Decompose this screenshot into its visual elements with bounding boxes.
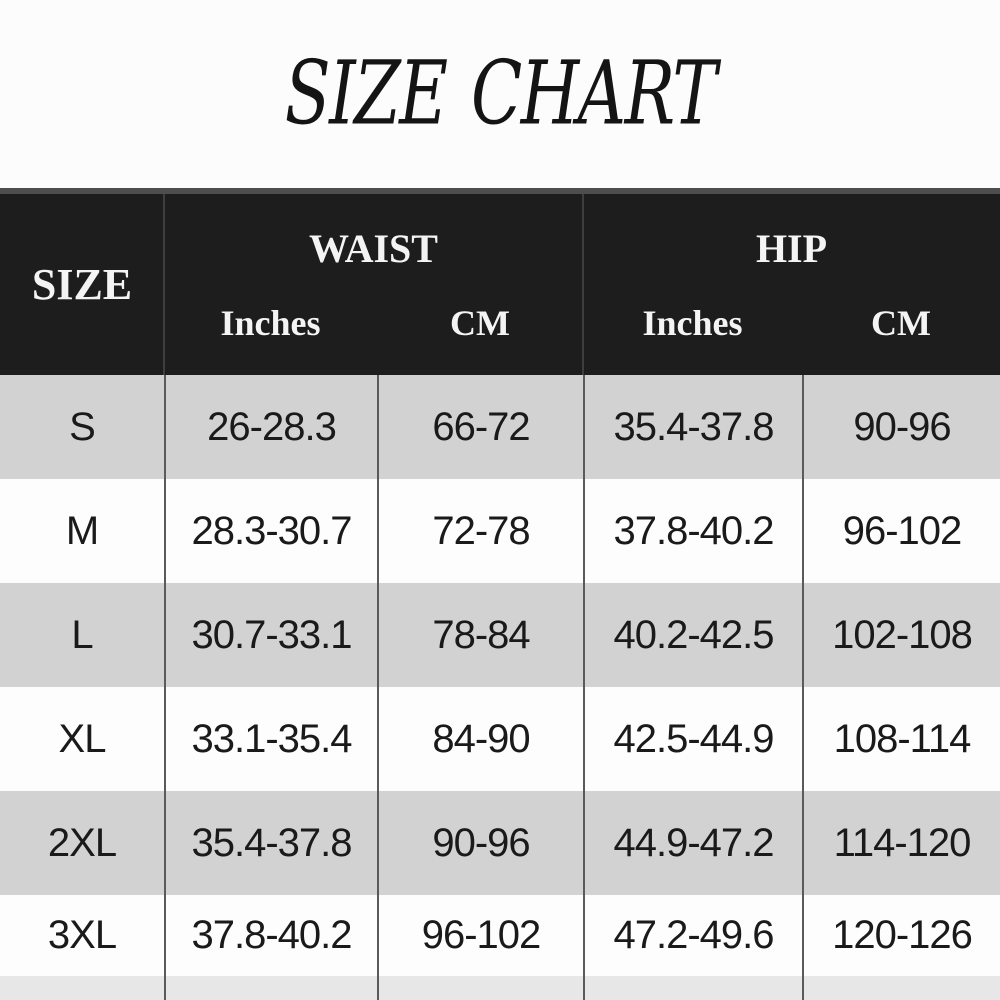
row-value-cell: 35.4-37.8 — [164, 791, 377, 895]
row-size-label: L — [71, 612, 93, 657]
row-value-cell: 114-120 — [802, 791, 1000, 895]
table-header — [0, 188, 1000, 375]
row-value-cell: 78-84 — [377, 583, 583, 687]
row-size-label: 3XL — [47, 913, 117, 957]
row-size-label: S — [69, 404, 95, 449]
row-value-cell: 33.1-35.4 — [164, 687, 377, 791]
row-size-label: 2XL — [47, 820, 117, 865]
row-value-cell: 102-108 — [802, 583, 1000, 687]
column-header-waist-cm: CM — [450, 302, 510, 343]
row-value-cell: 35.4-37.8 — [583, 375, 802, 479]
row-value-cell: 90-96 — [802, 375, 1000, 479]
row-value-cell: 47.2-49.6 — [583, 895, 802, 976]
title-band — [0, 0, 1000, 188]
table-row — [0, 479, 1000, 583]
row-value-cell: 96-102 — [802, 479, 1000, 583]
row-value-cell: 72-78 — [377, 479, 583, 583]
column-header-hip-inches: Inches — [642, 302, 743, 343]
row-value-cell: 28.3-30.7 — [164, 479, 377, 583]
row-value-cell: 108-114 — [802, 687, 1000, 791]
column-group-waist: WAIST — [309, 225, 438, 271]
column-header-waist-inches: Inches — [220, 302, 321, 343]
table-row — [0, 895, 1000, 976]
column-header-hip-cm: CM — [871, 302, 931, 343]
column-group-hip: HIP — [755, 225, 828, 271]
column-header-size: SIZE — [31, 260, 133, 309]
header-divider — [163, 194, 165, 375]
row-size-label: M — [65, 508, 99, 553]
row-value-cell: 37.8-40.2 — [164, 895, 377, 976]
row-size-label: XL — [58, 716, 106, 761]
row-value-cell: 30.7-33.1 — [164, 583, 377, 687]
row-value-cell: 84-90 — [377, 687, 583, 791]
row-value-cell: 120-126 — [802, 895, 1000, 976]
row-value-cell: 66-72 — [377, 375, 583, 479]
table-row — [0, 687, 1000, 791]
row-value-cell: 40.2-42.5 — [583, 583, 802, 687]
row-value-cell: 90-96 — [377, 791, 583, 895]
row-value-cell: 37.8-40.2 — [583, 479, 802, 583]
page-title: SIZE CHART — [284, 43, 716, 145]
table-body — [0, 375, 1000, 976]
row-value-cell: 44.9-47.2 — [583, 791, 802, 895]
table-row — [0, 375, 1000, 479]
header-divider — [582, 194, 584, 375]
row-value-cell: 96-102 — [377, 895, 583, 976]
partial-next-row — [0, 976, 1000, 1000]
table-row — [0, 583, 1000, 687]
row-value-cell: 26-28.3 — [164, 375, 377, 479]
size-chart-table — [0, 188, 1000, 1000]
row-value-cell: 42.5-44.9 — [583, 687, 802, 791]
table-row — [0, 791, 1000, 895]
